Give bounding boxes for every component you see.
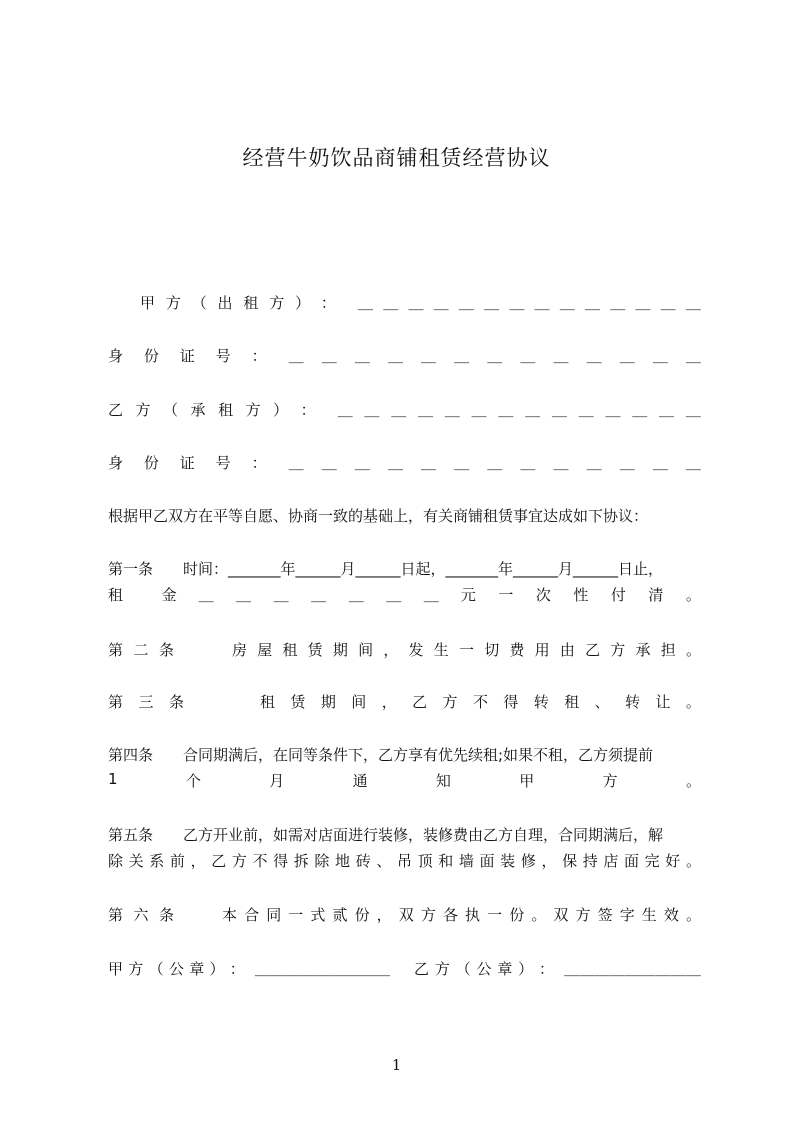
article-3-number: 第 三 条 bbox=[108, 693, 184, 711]
rent-blank: ＿ ＿ ＿ ＿ ＿ ＿ ＿ bbox=[198, 586, 439, 604]
id-a-label: 身 份 证 号 ： bbox=[108, 347, 267, 365]
article-4-line-2 bbox=[108, 770, 701, 791]
signature-party-b bbox=[414, 958, 701, 979]
article-5-text-2: 除 关 系 前 ， 乙 方 不 得 拆 除 地 砖 、 吊 顶 和 墙 面 装 修 ， 保 持 店 面 完 好 。 bbox=[108, 852, 701, 870]
id-b-label: 身 份 证 号 ： bbox=[108, 454, 267, 472]
article-6-text: 本 合 同 一 式 贰 份 ， 双 方 各 执 一 份 。 双 方 签 字 生 效 。 bbox=[222, 906, 701, 924]
article-3-text: 租 赁 期 间 ， 乙 方 不 得 转 租 、 转 让 。 bbox=[260, 693, 701, 711]
article-6-line bbox=[108, 904, 701, 925]
party-b-blank: ＿ ＿ ＿ ＿ ＿ ＿ ＿ ＿ ＿ ＿ ＿ ＿ ＿ ＿ bbox=[337, 401, 701, 419]
party-a-blank: ＿ ＿ ＿ ＿ ＿ ＿ ＿ ＿ ＿ ＿ ＿ ＿ ＿ ＿ bbox=[358, 294, 701, 312]
article-4-text-2: 1 个 月 通 知 甲 方 。 bbox=[108, 770, 701, 790]
article-2-line bbox=[108, 639, 701, 660]
article-5-line-1: 第五条 乙方开业前，如需对店面进行装修，装修费由乙方自理，合同期满后，解 bbox=[108, 826, 664, 844]
intro-paragraph: 根据甲乙双方在平等自愿、协商一致的基础上，有关商铺租赁事宜达成如下协议： bbox=[108, 507, 649, 525]
signature-a-blank: ＿ ＿ ＿ ＿ ＿ ＿ ＿ ＿ ＿ bbox=[254, 960, 390, 978]
signature-b-blank: ＿ ＿ ＿ ＿ ＿ ＿ ＿ ＿ ＿ bbox=[564, 960, 701, 978]
id-b-blank: ＿ ＿ ＿ ＿ ＿ ＿ ＿ ＿ ＿ ＿ ＿ ＿ ＿ bbox=[288, 454, 701, 472]
article-5-line-2 bbox=[108, 850, 701, 871]
party-b-line bbox=[108, 399, 701, 420]
page-number: 1 bbox=[391, 1056, 402, 1074]
party-a-line bbox=[140, 292, 701, 313]
id-a-line bbox=[108, 345, 701, 366]
rent-suffix: 元 一 次 性 付 清 。 bbox=[460, 586, 701, 604]
id-a-blank: ＿ ＿ ＿ ＿ ＿ ＿ ＿ ＿ ＿ ＿ ＿ ＿ ＿ bbox=[288, 347, 701, 365]
signature-party-a bbox=[108, 958, 390, 979]
article-2-text: 房 屋 租 赁 期 间 ， 发 生 一 切 费 用 由 乙 方 承 担 。 bbox=[232, 641, 701, 659]
document-title: 经营牛奶饮品商铺租赁经营协议 bbox=[242, 146, 551, 170]
article-4-line-1: 第四条 合同期满后，在同等条件下，乙方享有优先续租;如果不租，乙方须提前 bbox=[108, 746, 654, 764]
article-2-number: 第 二 条 bbox=[108, 641, 174, 659]
signature-b-label: 乙 方 （ 公 章 ） ： bbox=[414, 960, 554, 978]
id-b-line bbox=[108, 452, 701, 473]
article-3-line bbox=[108, 691, 701, 712]
rent-label: 租 金 bbox=[108, 586, 177, 604]
article-6-number: 第 六 条 bbox=[108, 906, 174, 924]
article-1-line-2 bbox=[108, 584, 701, 605]
article-1-line-1: 第一条 时间：_______年______月______日起，_______年______月______日止， bbox=[108, 560, 664, 578]
party-a-label: 甲 方 （ 出 租 方 ） ： bbox=[140, 294, 336, 312]
signature-a-label: 甲 方 （ 公 章 ） ： bbox=[108, 960, 245, 978]
party-b-label: 乙 方 （ 承 租 方 ） ： bbox=[108, 401, 316, 419]
